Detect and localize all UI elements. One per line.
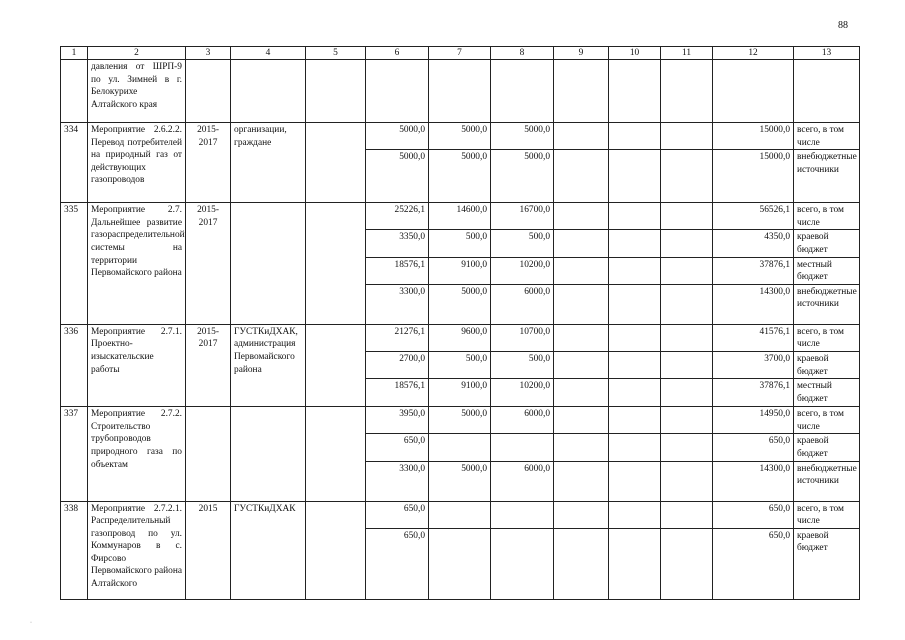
total-cell: 37876,1 (713, 257, 794, 284)
empty-cell (554, 351, 609, 378)
executor-cell (231, 407, 306, 501)
funding-source-cell: всего, в том числе (794, 123, 860, 150)
empty-cell (661, 501, 713, 528)
header-cell: 7 (429, 47, 491, 60)
empty-cell (661, 407, 713, 434)
row-number-cell: 336 (61, 324, 88, 406)
budget-table (60, 46, 860, 600)
empty-cell (661, 123, 713, 150)
empty-cell (554, 501, 609, 528)
amount-cell: 21276,1 (366, 324, 429, 351)
table-row (61, 123, 860, 150)
funding-source-cell: краевой бюджет (794, 230, 860, 257)
amount-cell: 18576,1 (366, 379, 429, 407)
amount-cell: 500,0 (491, 351, 554, 378)
empty-cell (554, 461, 609, 501)
empty-cell (661, 461, 713, 501)
funding-source-cell: местный бюджет (794, 379, 860, 407)
amount-cell: 5000,0 (366, 150, 429, 203)
amount-cell: 3950,0 (366, 407, 429, 434)
empty-cell (661, 434, 713, 461)
empty-cell (306, 123, 366, 203)
executor-cell: ГУСТКиДХАК, администрация Первомайского района (231, 324, 306, 406)
table-row (61, 324, 860, 351)
funding-source-cell: внебюджетные источники (794, 284, 860, 324)
total-cell: 14950,0 (713, 407, 794, 434)
amount-cell (429, 528, 491, 599)
amount-cell: 9100,0 (429, 257, 491, 284)
amount-cell: 5000,0 (366, 123, 429, 150)
amount-cell (491, 501, 554, 528)
empty-cell (609, 351, 661, 378)
period-cell (186, 407, 231, 501)
table-row (61, 407, 860, 434)
empty-cell (554, 257, 609, 284)
empty-cell (554, 230, 609, 257)
empty-cell (609, 528, 661, 599)
header-row (61, 47, 860, 60)
empty-cell (609, 324, 661, 351)
period-cell: 2015-2017 (186, 324, 231, 406)
amount-cell: 3300,0 (366, 461, 429, 501)
header-cell: 6 (366, 47, 429, 60)
empty-cell (554, 379, 609, 407)
empty-cell (609, 379, 661, 407)
amount-cell: 10200,0 (491, 379, 554, 407)
funding-source-cell: краевой бюджет (794, 528, 860, 599)
amount-cell: 650,0 (366, 528, 429, 599)
empty-cell (609, 203, 661, 230)
row-number-cell: 338 (61, 501, 88, 599)
amount-cell: 5000,0 (491, 123, 554, 150)
amount-cell: 14600,0 (429, 203, 491, 230)
row-number-cell: 335 (61, 203, 88, 325)
empty-cell (609, 257, 661, 284)
carry-over-text: давления от ШРП-9 по ул. Зимней в г. Белокурихе Алтайского края (88, 60, 186, 123)
total-cell: 15000,0 (713, 123, 794, 150)
total-cell: 650,0 (713, 528, 794, 599)
empty-cell (661, 324, 713, 351)
empty-cell (661, 528, 713, 599)
header-cell: 12 (713, 47, 794, 60)
header-cell: 4 (231, 47, 306, 60)
amount-cell: 3300,0 (366, 284, 429, 324)
empty-cell (609, 123, 661, 150)
empty-cell (661, 257, 713, 284)
empty-cell (554, 284, 609, 324)
empty-cell (306, 501, 366, 599)
funding-source-cell: всего, в том числе (794, 324, 860, 351)
amount-cell (429, 434, 491, 461)
empty-cell (609, 150, 661, 203)
empty-cell (306, 407, 366, 501)
funding-source-cell: всего, в том числе (794, 203, 860, 230)
period-cell: 2015 (186, 501, 231, 599)
empty-cell (554, 203, 609, 230)
amount-cell: 10200,0 (491, 257, 554, 284)
header-cell: 2 (88, 47, 186, 60)
total-cell: 650,0 (713, 501, 794, 528)
amount-cell: 5000,0 (429, 123, 491, 150)
empty-cell (661, 379, 713, 407)
period-cell: 2015-2017 (186, 123, 231, 203)
empty-cell (661, 351, 713, 378)
amount-cell: 25226,1 (366, 203, 429, 230)
empty-cell (306, 324, 366, 406)
amount-cell: 5000,0 (491, 150, 554, 203)
measure-name-cell: Мероприятие 2.7.1. Проектно-изыскательские работы (88, 324, 186, 406)
executor-cell (231, 203, 306, 325)
empty-cell (609, 434, 661, 461)
amount-cell: 16700,0 (491, 203, 554, 230)
executor-cell: организации, граждане (231, 123, 306, 203)
amount-cell: 18576,1 (366, 257, 429, 284)
empty-cell (609, 284, 661, 324)
empty-cell (661, 150, 713, 203)
total-cell: 56526,1 (713, 203, 794, 230)
amount-cell: 500,0 (429, 230, 491, 257)
measure-name-cell: Мероприятие 2.7.2.1. Распределительный газопровод по ул. Коммунаров в с. Фирсово Первомайского района Алтайского (88, 501, 186, 599)
header-cell: 5 (306, 47, 366, 60)
funding-source-cell: всего, в том числе (794, 501, 860, 528)
period-cell: 2015-2017 (186, 203, 231, 325)
funding-source-cell: всего, в том числе (794, 407, 860, 434)
empty-cell (554, 150, 609, 203)
amount-cell: 9600,0 (429, 324, 491, 351)
amount-cell (491, 528, 554, 599)
funding-source-cell: внебюджетные источники (794, 461, 860, 501)
empty-cell (661, 203, 713, 230)
amount-cell: 500,0 (491, 230, 554, 257)
amount-cell: 650,0 (366, 501, 429, 528)
measure-name-cell: Мероприятие 2.7.2. Строительство трубопроводов природного газа по объектам (88, 407, 186, 501)
measure-name-cell: Мероприятие 2.6.2.2. Перевод потребителей на природный газ от действующих газопроводов (88, 123, 186, 203)
amount-cell (429, 501, 491, 528)
measure-name-cell: Мероприятие 2.7. Дальнейшее развитие газораспределительной системы на территории Первомайского района (88, 203, 186, 325)
amount-cell: 6000,0 (491, 407, 554, 434)
table-row (61, 501, 860, 528)
amount-cell: 6000,0 (491, 461, 554, 501)
header-cell: 3 (186, 47, 231, 60)
funding-source-cell: краевой бюджет (794, 351, 860, 378)
empty-cell (661, 230, 713, 257)
amount-cell: 2700,0 (366, 351, 429, 378)
empty-cell (306, 203, 366, 325)
funding-source-cell: краевой бюджет (794, 434, 860, 461)
amount-cell (491, 434, 554, 461)
total-cell: 650,0 (713, 434, 794, 461)
amount-cell: 5000,0 (429, 461, 491, 501)
total-cell: 41576,1 (713, 324, 794, 351)
empty-cell (554, 434, 609, 461)
empty-cell (609, 230, 661, 257)
header-cell: 8 (491, 47, 554, 60)
empty-cell (554, 123, 609, 150)
total-cell: 37876,1 (713, 379, 794, 407)
amount-cell: 6000,0 (491, 284, 554, 324)
funding-source-cell: внебюджетные источники (794, 150, 860, 203)
total-cell: 14300,0 (713, 461, 794, 501)
header-cell: 13 (794, 47, 860, 60)
total-cell: 4350,0 (713, 230, 794, 257)
amount-cell: 650,0 (366, 434, 429, 461)
amount-cell: 500,0 (429, 351, 491, 378)
amount-cell: 9100,0 (429, 379, 491, 407)
amount-cell: 5000,0 (429, 150, 491, 203)
total-cell: 3700,0 (713, 351, 794, 378)
empty-cell (609, 461, 661, 501)
total-cell: 15000,0 (713, 150, 794, 203)
row-number-cell: 337 (61, 407, 88, 501)
empty-cell (609, 501, 661, 528)
table-row (61, 203, 860, 230)
amount-cell: 3350,0 (366, 230, 429, 257)
empty-cell (554, 528, 609, 599)
carry-over-row (61, 60, 860, 123)
empty-cell (661, 284, 713, 324)
amount-cell: 5000,0 (429, 284, 491, 324)
header-cell: 11 (661, 47, 713, 60)
header-cell: 1 (61, 47, 88, 60)
scan-mark: · (30, 620, 32, 626)
page-number: 88 (838, 20, 848, 31)
row-number-cell: 334 (61, 123, 88, 203)
funding-source-cell: местный бюджет (794, 257, 860, 284)
amount-cell: 5000,0 (429, 407, 491, 434)
total-cell: 14300,0 (713, 284, 794, 324)
amount-cell: 10700,0 (491, 324, 554, 351)
empty-cell (554, 324, 609, 351)
executor-cell: ГУСТКиДХАК (231, 501, 306, 599)
header-cell: 9 (554, 47, 609, 60)
empty-cell (609, 407, 661, 434)
header-cell: 10 (609, 47, 661, 60)
empty-cell (554, 407, 609, 434)
